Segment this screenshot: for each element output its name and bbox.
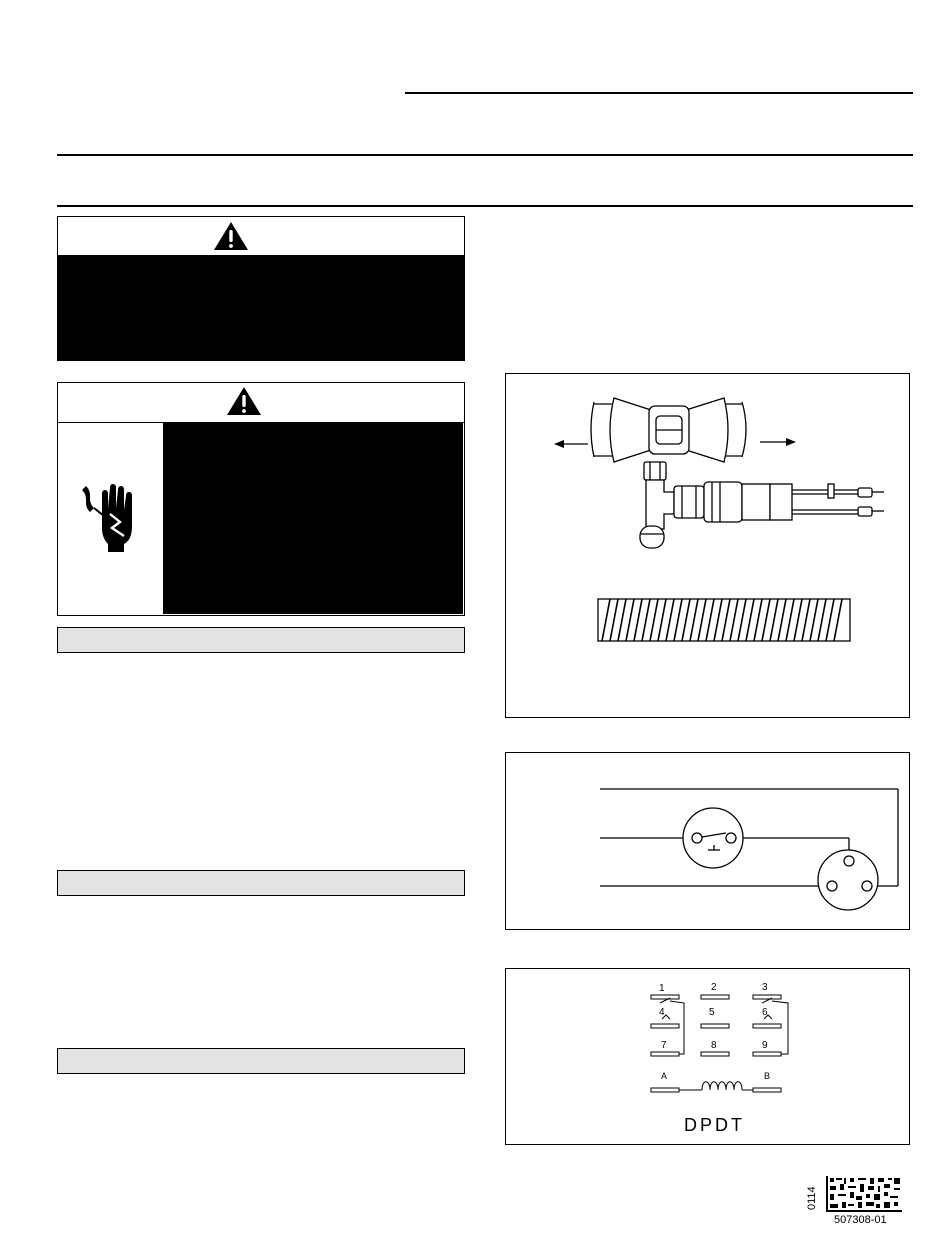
relay-terminal-label: 1 — [659, 983, 665, 994]
part-number: 507308-01 — [834, 1214, 887, 1226]
header-rule-middle — [57, 154, 913, 156]
header-rule-bottom — [57, 205, 913, 207]
relay-terminal-label: 7 — [661, 1040, 667, 1051]
relay-terminal-label: 3 — [762, 982, 768, 993]
warning-triangle-icon — [213, 221, 249, 251]
caution-box — [57, 382, 465, 616]
warning-body — [58, 256, 464, 360]
wiring-figure — [505, 752, 910, 930]
caution-symbol-cell — [58, 422, 164, 614]
relay-coil-b-label: B — [764, 1071, 771, 1081]
barcode-icon — [826, 1176, 902, 1212]
wiring-drawing — [506, 753, 908, 928]
warning-header — [58, 217, 464, 256]
caution-body — [164, 422, 463, 614]
relay-terminal-label: 6 — [762, 1007, 768, 1018]
date-code: 0114 — [806, 1186, 818, 1210]
valve-figure — [505, 373, 910, 718]
relay-coil-a-label: A — [661, 1071, 668, 1081]
warning-triangle-icon — [226, 386, 262, 416]
section-heading-3 — [57, 1048, 465, 1074]
relay-figure — [505, 968, 910, 1145]
relay-terminal-label: 8 — [711, 1040, 717, 1051]
warning-box — [57, 216, 465, 361]
relay-type-label: DPDT — [684, 1115, 745, 1135]
relay-terminal-label: 9 — [762, 1040, 768, 1051]
header-rule-top — [405, 92, 913, 94]
section-heading-1 — [57, 627, 465, 653]
section-heading-2 — [57, 870, 465, 896]
relay-terminal-label: 4 — [659, 1007, 665, 1018]
caution-header — [58, 383, 464, 423]
valve-drawing — [506, 374, 908, 716]
electrical-shock-hazard-icon — [80, 482, 140, 552]
relay-terminal-label: 5 — [709, 1007, 715, 1018]
relay-terminal-label: 2 — [711, 982, 717, 993]
